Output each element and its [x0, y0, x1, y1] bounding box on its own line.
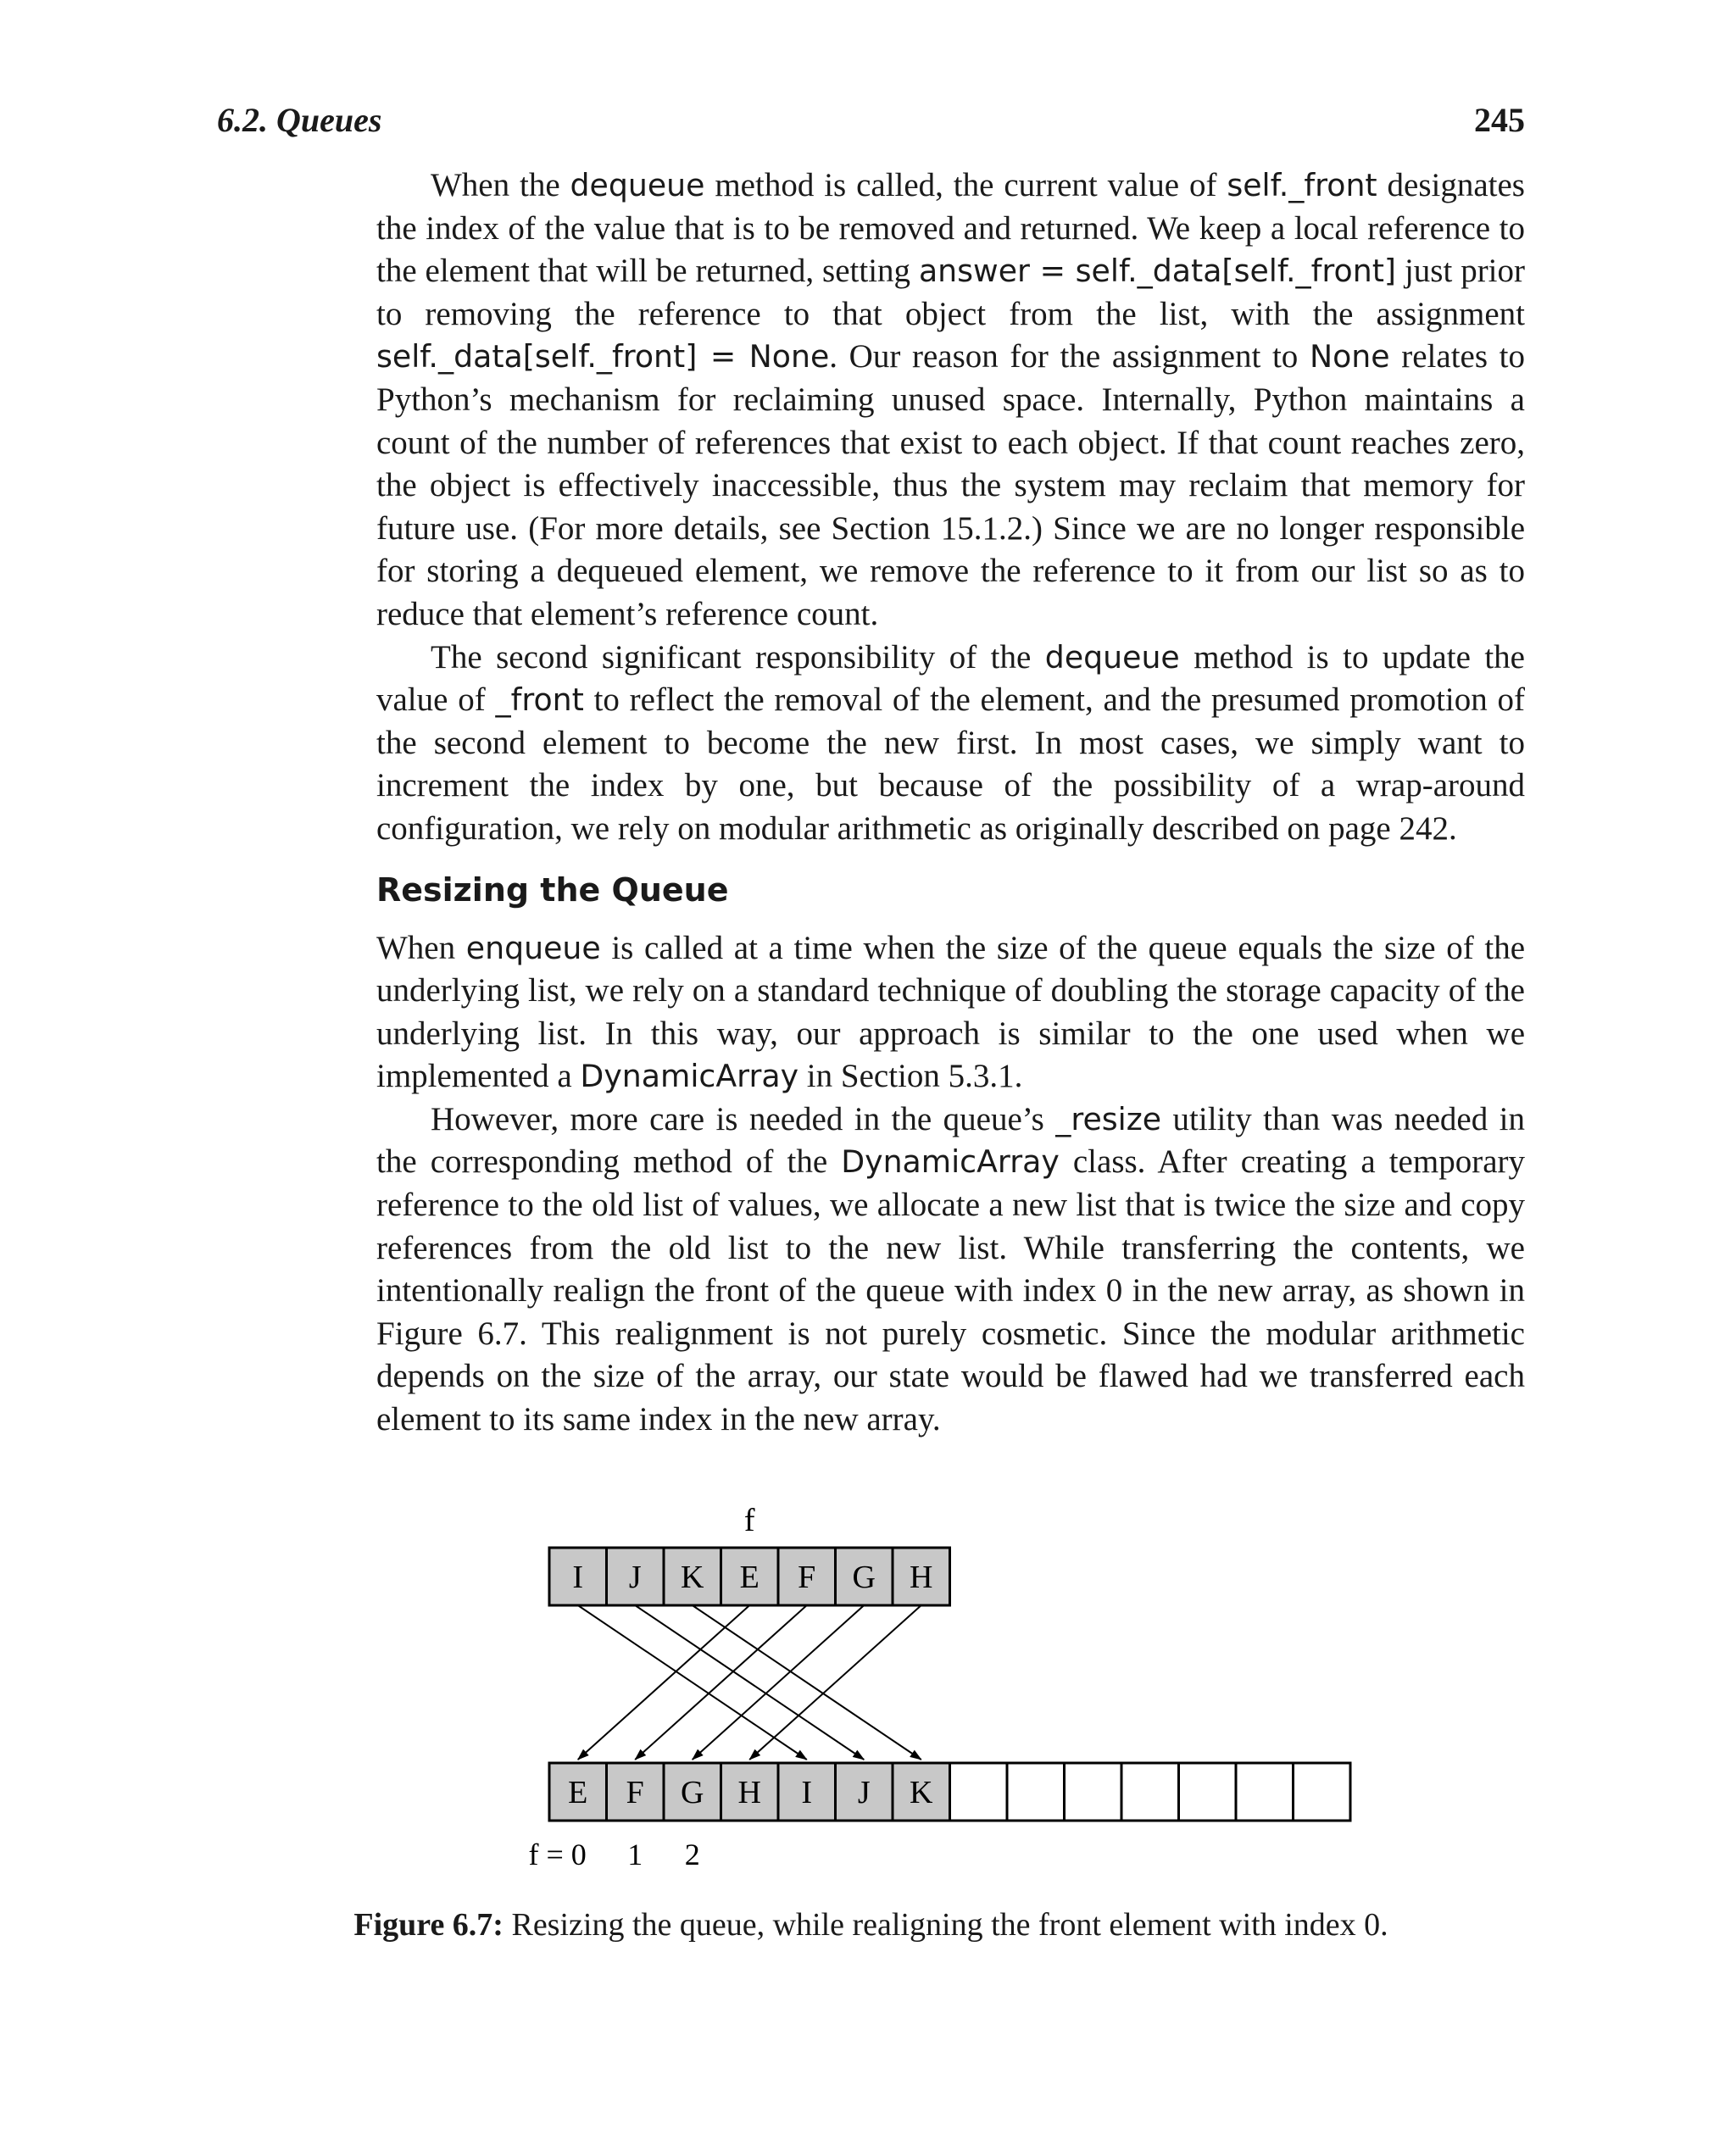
caption-label: Figure 6.7: [353, 1907, 504, 1943]
old-array-cell-label: F [798, 1560, 816, 1595]
subsection-heading: Resizing the Queue [376, 870, 729, 909]
new-array-cell-label: G [681, 1775, 704, 1810]
transfer-arrow [749, 1605, 921, 1760]
new-array-index-label: f = 0 [528, 1838, 587, 1871]
body-text [376, 164, 1525, 1442]
old-array-cell-label: E [739, 1560, 760, 1595]
inline-code: self._front [1227, 167, 1377, 203]
resize-diagram [509, 1500, 1441, 1873]
inline-code: enqueue [465, 929, 601, 966]
new-array-cell-label: F [626, 1775, 644, 1810]
new-array-empty-cell [1065, 1763, 1122, 1821]
old-array-cell-label: G [852, 1560, 876, 1595]
new-array-empty-cell [950, 1763, 1008, 1821]
inline-code: dequeue [570, 167, 705, 203]
inline-code: DynamicArray [580, 1058, 799, 1095]
caption-text: Resizing the queue, while realigning the front element with index 0. [503, 1907, 1388, 1943]
new-array-empty-cell [1236, 1763, 1294, 1821]
old-array-cell-label: H [910, 1560, 933, 1595]
old-array-cell-label: K [681, 1560, 704, 1595]
new-array-cell-label: H [737, 1775, 761, 1810]
paragraph: The second significant responsibility of the dequeue method is to update the value of _front to reflect the removal of the element, and the presumed promotion of the second element to become the new first. In most cases, we simply want to increment the index by one, but because of the possibility of a wrap-around configuration, we rely on modular arithmetic as originally described on page 242. [376, 638, 1525, 847]
figure-caption [217, 1904, 1525, 1946]
transfer-arrow [635, 1605, 864, 1760]
front-marker-label: f [743, 1503, 755, 1538]
page-number: 245 [1474, 101, 1525, 139]
new-array-cell-label: I [801, 1775, 813, 1810]
transfer-arrow [693, 1605, 921, 1760]
paragraph: When enqueue is called at a time when the size of the queue equals the size of the underlying list, we rely on a standard technique of doubling the storage capacity of the underlying list. In this way, our approach is similar to the one used when we implemented a DynamicArray in Section 5.3.1. [376, 929, 1526, 1095]
new-array-index-label: 2 [684, 1838, 700, 1871]
old-array-cell-label: I [572, 1560, 584, 1595]
inline-code: answer = self._data[self._front] [918, 253, 1397, 290]
new-array-empty-cell [1121, 1763, 1179, 1821]
new-array-empty-cell [1179, 1763, 1237, 1821]
transfer-arrow [693, 1605, 865, 1760]
new-array-cell-label: J [857, 1775, 871, 1810]
paragraph: When the dequeue method is called, the current value of self._front designates the index of the value that is to be removed and returned. We keep a local reference to the element that will be returned, setting answer = self._data[self._front] just prior to removing the reference to that object from the list, with the assignment self._data[self._front] = None. Our reason for the assignment to None relates to Python’s mechanism for reclaiming unused space. Internally, Python maintains a count of the number of references that exist to each object. If that count reaches zero, the object is effectively inaccessible, thus the system may reclaim that memory for future use. (For more details, see Section 15.1.2.) Since we are no longer responsible for storing a dequeued element, we remove the reference to it from our list so as to reduce that element’s reference count. [376, 167, 1526, 632]
inline-code: dequeue [1044, 638, 1180, 676]
old-array-cell-label: J [628, 1560, 642, 1595]
transfer-arrow [635, 1605, 807, 1760]
transfer-arrow [578, 1605, 750, 1760]
figure-6-7 [509, 1500, 1441, 1873]
inline-code: self._data[self._front] = None [376, 338, 830, 375]
running-head [217, 100, 1525, 147]
new-array-index-label: 1 [627, 1838, 643, 1871]
new-array-cell-label: E [568, 1775, 588, 1810]
paragraph: However, more care is needed in the queue’s _resize utility than was needed in the corresponding method of the DynamicArray class. After creating a temporary reference to the old list of values, we allocate a new list that is twice the size and copy references from the old list to the new list. While transferring the contents, we intentionally realign the front of the queue with index 0 in the new array, as shown in Figure 6.7. This realignment is not purely cosmetic. Since the modular arithmetic depends on the size of the array, our state would be flawed had we transferred each element to its same index in the new array. [376, 1100, 1525, 1438]
section-title: 6.2. Queues [217, 101, 382, 139]
inline-code: _resize [1055, 1100, 1162, 1137]
new-array-empty-cell [1294, 1763, 1351, 1821]
inline-code: None [1309, 338, 1390, 375]
inline-code: DynamicArray [841, 1143, 1060, 1181]
transfer-arrow [578, 1605, 807, 1760]
inline-code: _front [495, 681, 584, 719]
new-array-cell-label: K [910, 1775, 933, 1810]
new-array-empty-cell [1007, 1763, 1065, 1821]
